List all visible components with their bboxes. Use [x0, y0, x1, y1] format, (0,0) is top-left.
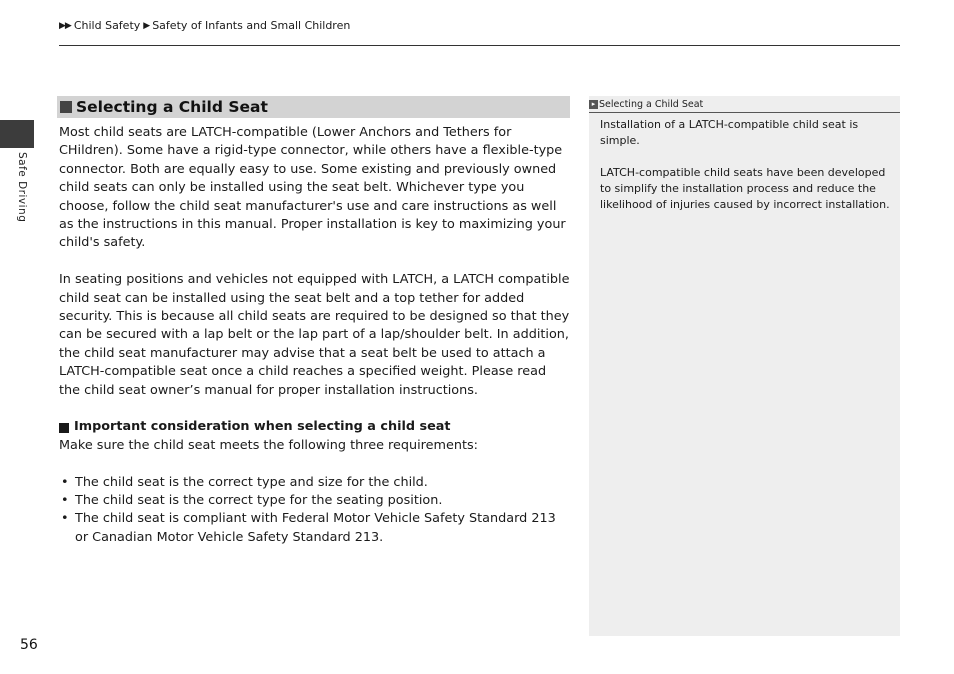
subheading: [59, 418, 571, 436]
sidebar-note-2: LATCH-compatible child seats have been developed to simplify the installation process and reduce the likelihood of injuries caused by incorrect installation.: [600, 166, 890, 211]
breadcrumb-arrows-icon: ▶▶: [59, 20, 71, 31]
section-square-icon: [60, 101, 72, 113]
list-item: • The child seat is the correct type and size for the child.: [59, 474, 571, 492]
main-content: [59, 124, 571, 547]
paragraph-latch-intro: Most child seats are LATCH-compatible (Lower Anchors and Tethers for CHildren). Some have a rigid-type connector, while others have a flexible-type connector. Both are equally easy to use. Some existing and previously owned child seats can only be installed using the seat belt. Whichever type you choose, follow the child seat manufacturer's use and care instructions as well as the instructions in this manual. Proper installation is key to maximizing your child's safety.: [59, 125, 566, 251]
chapter-tab-label: Safe Driving: [16, 152, 28, 223]
reference-link-icon: ▸: [589, 100, 598, 109]
list-item: • The child seat is the correct type for the seating position.: [59, 492, 571, 510]
section-title: Selecting a Child Seat: [76, 98, 268, 116]
sidebar-note-1: Installation of a LATCH-compatible child seat is simple.: [600, 118, 859, 147]
sidebar-heading-text: Selecting a Child Seat: [599, 98, 704, 110]
subheading-square-icon: [59, 423, 69, 433]
header-divider: [59, 45, 900, 46]
subheading-text: Important consideration when selecting a child seat: [74, 419, 451, 435]
section-heading-bar: [57, 96, 570, 118]
breadcrumb-separator-icon: ▶: [143, 20, 150, 31]
paragraph-non-latch: In seating positions and vehicles not equipped with LATCH, a LATCH compatible child seat can be installed using the seat belt and a top tether for added security. This is because all child seats are required to be designed so that they can be secured with a lap belt or the lap part of a lap/shoulder belt. In addition, the child seat manufacturer may advise that a seat belt be used to attach a LATCH-compatible seat once a child reaches a specified weight. Please read the child seat owner’s manual for proper installation instructions.: [59, 272, 570, 398]
chapter-tab-marker: [0, 120, 34, 148]
breadcrumb-infants-link[interactable]: Safety of Infants and Small Children: [152, 19, 351, 32]
requirements-list: [59, 474, 571, 548]
breadcrumb-child-safety-link[interactable]: Child Safety: [73, 19, 141, 32]
breadcrumb: [59, 19, 350, 32]
sidebar-heading[interactable]: [589, 96, 900, 113]
page-number: 56: [20, 637, 38, 653]
list-item: • The child seat is compliant with Federal Motor Vehicle Safety Standard 213 or Canadian Motor Vehicle Safety Standard 213.: [59, 510, 571, 547]
requirements-intro: Make sure the child seat meets the following three requirements:: [59, 437, 478, 453]
sidebar-body: [589, 113, 900, 213]
sidebar-note: [589, 96, 900, 636]
